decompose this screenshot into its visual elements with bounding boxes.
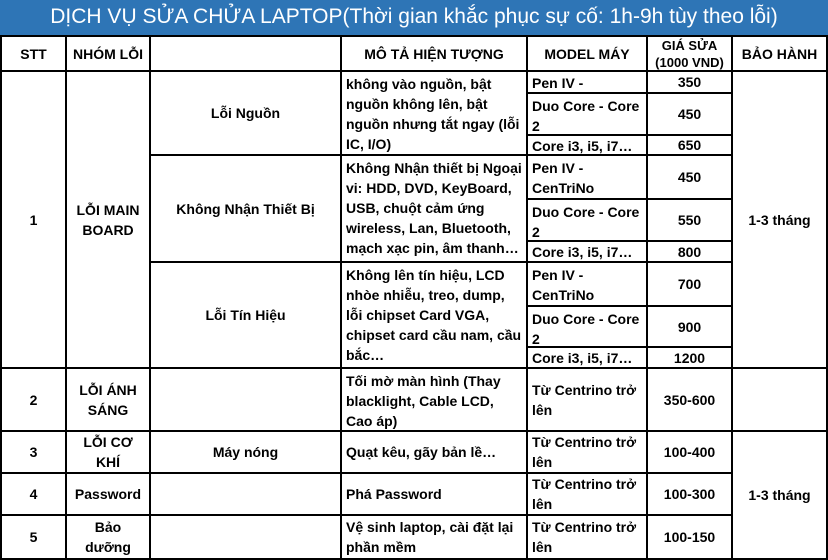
price-cell: 350-600 [648,369,733,432]
model-cell: Từ Centrino trở lên [528,516,648,560]
model-cell: Từ Centrino trở lên [528,474,648,516]
symptom-cell: Vệ sinh laptop, cài đặt lại phần mềm [342,516,528,560]
warranty-cell: 1-3 tháng [733,432,828,560]
price-cell: 900 [648,307,733,348]
header-symptom: MÔ TẢ HIỆN TƯỢNG [342,35,528,72]
subgroup-cell [151,369,342,432]
symptom-cell: Phá Password [342,474,528,516]
model-cell: Duo Core - Core 2 [528,94,648,136]
model-cell: Pen IV - [528,72,648,94]
subgroup-cell: Lỗi Nguồn [151,72,342,156]
symptom-cell: Tối mờ màn hình (Thay blacklight, Cable LCD, Cao áp) [342,369,528,432]
page-title: DỊCH VỤ SỬA CHỬA LAPTOP(Thời gian khắc phục sự cố: 1h-9h tùy theo lỗi) [50,5,778,28]
group-cell: LỖI ÁNH SÁNG [67,369,151,432]
price-cell: 100-150 [648,516,733,560]
model-cell: Duo Core - Core 2 [528,200,648,242]
header-group: NHÓM LỖI [67,35,151,72]
header-price [648,35,733,72]
stt-cell: 4 [0,474,67,516]
model-cell: Từ Centrino trở lên [528,432,648,474]
header-stt: STT [0,35,67,72]
model-cell: Pen IV - CenTriNo [528,263,648,307]
price-cell: 1200 [648,348,733,369]
price-cell: 700 [648,263,733,307]
stt-cell: 3 [0,432,67,474]
stt-cell: 1 [0,72,67,369]
price-cell: 450 [648,156,733,200]
symptom-cell: không vào nguồn, bật nguồn không lên, bật nguồn nhưng tắt ngay (lỗi IC, I/O) [342,72,528,156]
model-cell: Core i3, i5, i7… [528,242,648,263]
subgroup-cell: Lỗi Tín Hiệu [151,263,342,369]
price-cell: 550 [648,200,733,242]
header-subgroup [151,35,342,72]
model-cell: Duo Core - Core 2 [528,307,648,348]
stt-cell: 2 [0,369,67,432]
warranty-cell [733,369,828,432]
symptom-cell: Không Nhận thiết bị Ngoại vi: HDD, DVD, KeyBoard, USB, chuột cảm ứng wireless, Lan, Bluetooth, mạch xạc pin, âm thanh… [342,156,528,263]
price-cell: 650 [648,136,733,156]
subgroup-cell [151,474,342,516]
header-warranty: BẢO HÀNH [733,35,828,72]
header-price-label: GIÁ SỬA [661,37,718,53]
symptom-cell: Quạt kêu, gãy bản lề… [342,432,528,474]
group-cell: Bảo dưỡng [67,516,151,560]
stt-cell: 5 [0,516,67,560]
price-cell: 350 [648,72,733,94]
price-cell: 450 [648,94,733,136]
model-cell: Core i3, i5, i7… [528,348,648,369]
header-model: MODEL MÁY [528,35,648,72]
subgroup-cell: Máy nóng [151,432,342,474]
subgroup-cell: Không Nhận Thiết Bị [151,156,342,263]
symptom-cell: Không lên tín hiệu, LCD nhòe nhiễu, treo, dump, lỗi chipset Card VGA, chipset card cầu nam, cầu bắc… [342,263,528,369]
price-cell: 800 [648,242,733,263]
model-cell: Từ Centrino trở lên [528,369,648,432]
warranty-cell: 1-3 tháng [733,72,828,369]
group-cell: Password [67,474,151,516]
model-cell: Pen IV - CenTriNo [528,156,648,200]
price-cell: 100-400 [648,432,733,474]
group-cell: LỖI CƠ KHÍ [67,432,151,474]
price-cell: 100-300 [648,474,733,516]
header-price-unit: (1000 VND) [655,54,724,70]
model-cell: Core i3, i5, i7… [528,136,648,156]
group-cell: LỖI MAIN BOARD [67,72,151,369]
subgroup-cell [151,516,342,560]
